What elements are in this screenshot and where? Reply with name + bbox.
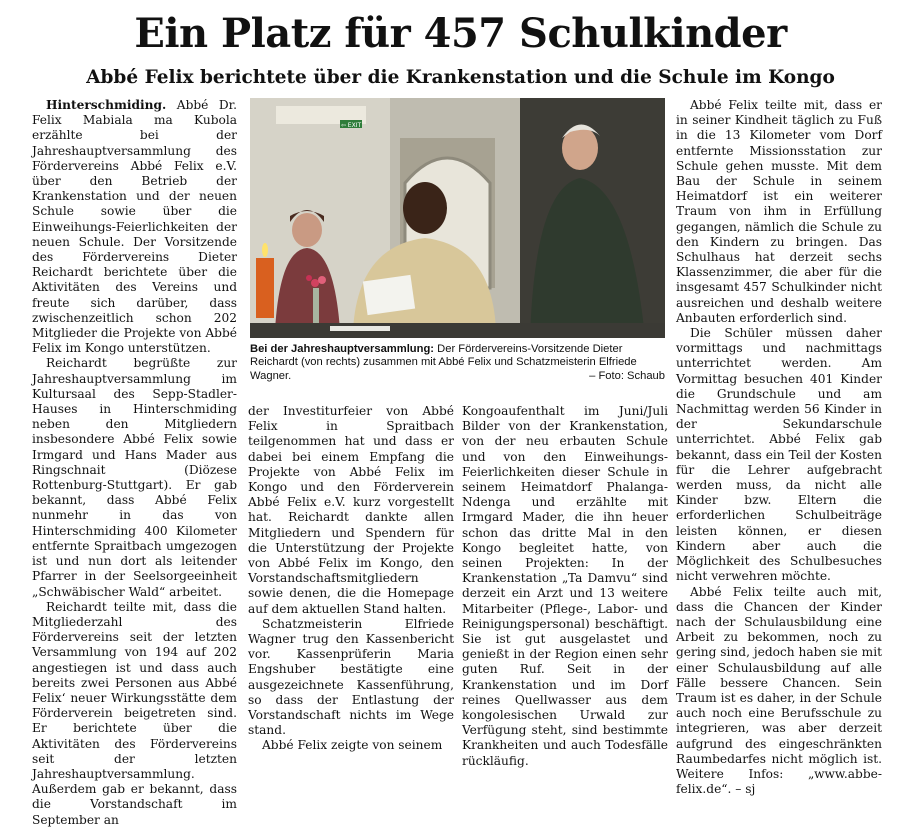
article-column-1 (32, 98, 238, 827)
article-photo (250, 98, 665, 338)
headline: Ein Platz für 457 Schulkinder (134, 10, 787, 57)
article-column-2 (248, 404, 454, 760)
paragraph-6: Abbé Felix zeigte von seinem (262, 738, 443, 753)
dateline: Hinterschmiding. (46, 98, 167, 112)
article-column-3 (462, 404, 668, 768)
photo-credit: – Foto: Schaub (589, 369, 665, 382)
paragraph-4: der Investiturfeier von Abbé Felix in Spraitbach teilgenommen hat und dass er dabei bei einem Empfang die Projekte von Abbé Felix im Kongo und den Förderverein Abbé Felix e.V. kurz vorgestellt hat. Reichardt dankte allen Mitgliedern und Spendern für die Unterstützung der Projekte von Abbé Felix im Kongo, den Vorstandschaftsmitgliedern sowie denen, die die Homepage auf dem aktuellen Stand halten. (248, 404, 454, 616)
article-column-4 (676, 98, 882, 797)
paragraph-7: Kongoaufenthalt im Juni/Juli Bilder von der Krankenstation, von der neu erbauten Schule und von den Einweihungs-Feierlichkeiten dieser Schule in seinem Heimatdorf Phalanga-Ndenga und erzählte mit Irmgard Mader, die ihn heuer schon das dritte Mal in den Kongo begleitet hatte, von seinen Projekten: In der Krankenstation „Ta Damvu“ sind derzeit ein Arzt und 13 weitere Mitarbeiter (Pflege-, Labor- und Reinigungspersonal) beschäftigt. Sie ist gut ausgelastet und genießt in der Region einen sehr guten Ruf. Seit in der Krankenstation und im Dorf reines Quellwasser aus dem kongolesischen Urwald zur Verfügung steht, sind bestimmte Krankheiten und auch Todesfälle rückläufig. (462, 404, 668, 768)
paragraph-5: Schatzmeisterin Elfriede Wagner trug den Kassenbericht vor. Kassenprüferin Maria Engshuber bestätigte eine ausgezeichnete Kassenführung, so dass der Entlastung der Vorstandschaft nichts im Wege stand. (248, 616, 454, 738)
caption-lead: Bei der Jahreshauptversammlung: (250, 343, 435, 355)
paragraph-2: Reichardt begrüßte zur Jahreshauptversammlung im Kultursaal des Sepp-Stadler-Hauses in Hinterschmiding neben den Mitgliedern insbesondere Abbé Felix sowie Irmgard und Hans Mader aus Ringschnait (Diözese Rottenburg-Stuttgart). Er gab bekannt, dass Abbé Felix nunmehr in das von Hinterschmiding 400 Kilometer entfernte Spraitbach umgezogen ist und nun dort als leitender Pfarrer in der Seelsorgeeinheit „Schwäbischer Wald“ arbeitet. (32, 356, 237, 599)
photo-illustration (250, 98, 665, 338)
paragraph-10: Abbé Felix teilte auch mit, dass die Chancen der Kinder nach der Schulausbildung eine Arbeit zu bekommen, noch zu gering sind, jedoch haben sie mit einer Schulausbildung auf alle Fälle bessere Chancen. Sein Traum ist es daher, in der Schule auch noch eine Berufsschule zu integrieren, was aber derzeit aufgrund des eingeschränkten Raumbedarfes nicht möglich ist. Weitere Infos: „www.abbe-felix.de“. – sj (676, 584, 882, 797)
paragraph-text: Abbé Dr. Felix Mabiala ma Kubola erzählte bei der Jahreshauptversammlung des Fördervereins Abbé Felix e.V. über den Betrieb der Krankenstation und der neuen Schule sowie über die Einweihungs-Feierlichkeiten der neuen Schule. Der Vorsitzende des Fördervereins Dieter Reichardt berichtete über die Aktivitäten des Vereins und freute sich darüber, dass zwischenzeitlich schon 202 Mitglieder die Projekte von Abbé Felix im Kongo unterstützen. (32, 98, 238, 356)
paragraph-3: Reichardt teilte mit, dass die Mitgliederzahl des Fördervereins seit der letzten Versammlung von 194 auf 202 angestiegen ist und dass auch bereits zwei Personen aus Abbé Felix‘ neuer Wirkungsstätte dem Förderverein beigetreten sind. Er berichtete über die Aktivitäten des Fördervereins seit der letzten Jahreshauptversammlung. Außerdem gab er bekannt, dass die Vorstandschaft im September an (32, 599, 237, 827)
subheadline: Abbé Felix berichtete über die Krankenstation und die Schule im Kongo (86, 67, 835, 88)
photo-caption (250, 343, 665, 383)
paragraph-1 (32, 98, 237, 356)
paragraph-9: Die Schüler müssen daher vormittags und nachmittags unterrichtet werden. Am Vormittag besuchen 401 Kinder die Grundschule und am Nachmittag werden 56 Kinder in der Sekundarschule unterrichtet. Abbé Felix gab bekannt, dass ein Teil der Kosten für die Lehrer aufgebracht werden muss, da nicht alle Kinder bzw. Eltern die erforderlichen Schulbeiträge leisten können, er diesen Kindern aber auch die Möglichkeit des Schulbesuches nicht verwehren möchte. (676, 326, 882, 584)
paragraph-8: Abbé Felix teilte mit, dass er in seiner Kindheit täglich zu Fuß in die 13 Kilometer vom Dorf entfernte Missionsstation zur Schule gehen musste. Mit dem Bau der Schule in seinem Heimatdorf ist ein weiterer Traum von ihm in Erfüllung gegangen, nämlich die Schule zu den Kindern zu bringen. Das Schulhaus hat derzeit sechs Klassenzimmer, die aber für die insgesamt 457 Schulkinder nicht ausreichen und deshalb weitere Anbauten erforderlich sind. (676, 98, 882, 325)
caption-text: Der Fördervereins-Vorsitzende Dieter Reichardt (von rechts) zusammen mit Abbé Felix und Schatzmeisterin Elfriede Wagner. (250, 343, 637, 382)
exit-sign-text: ⇦ EXIT (340, 122, 362, 129)
